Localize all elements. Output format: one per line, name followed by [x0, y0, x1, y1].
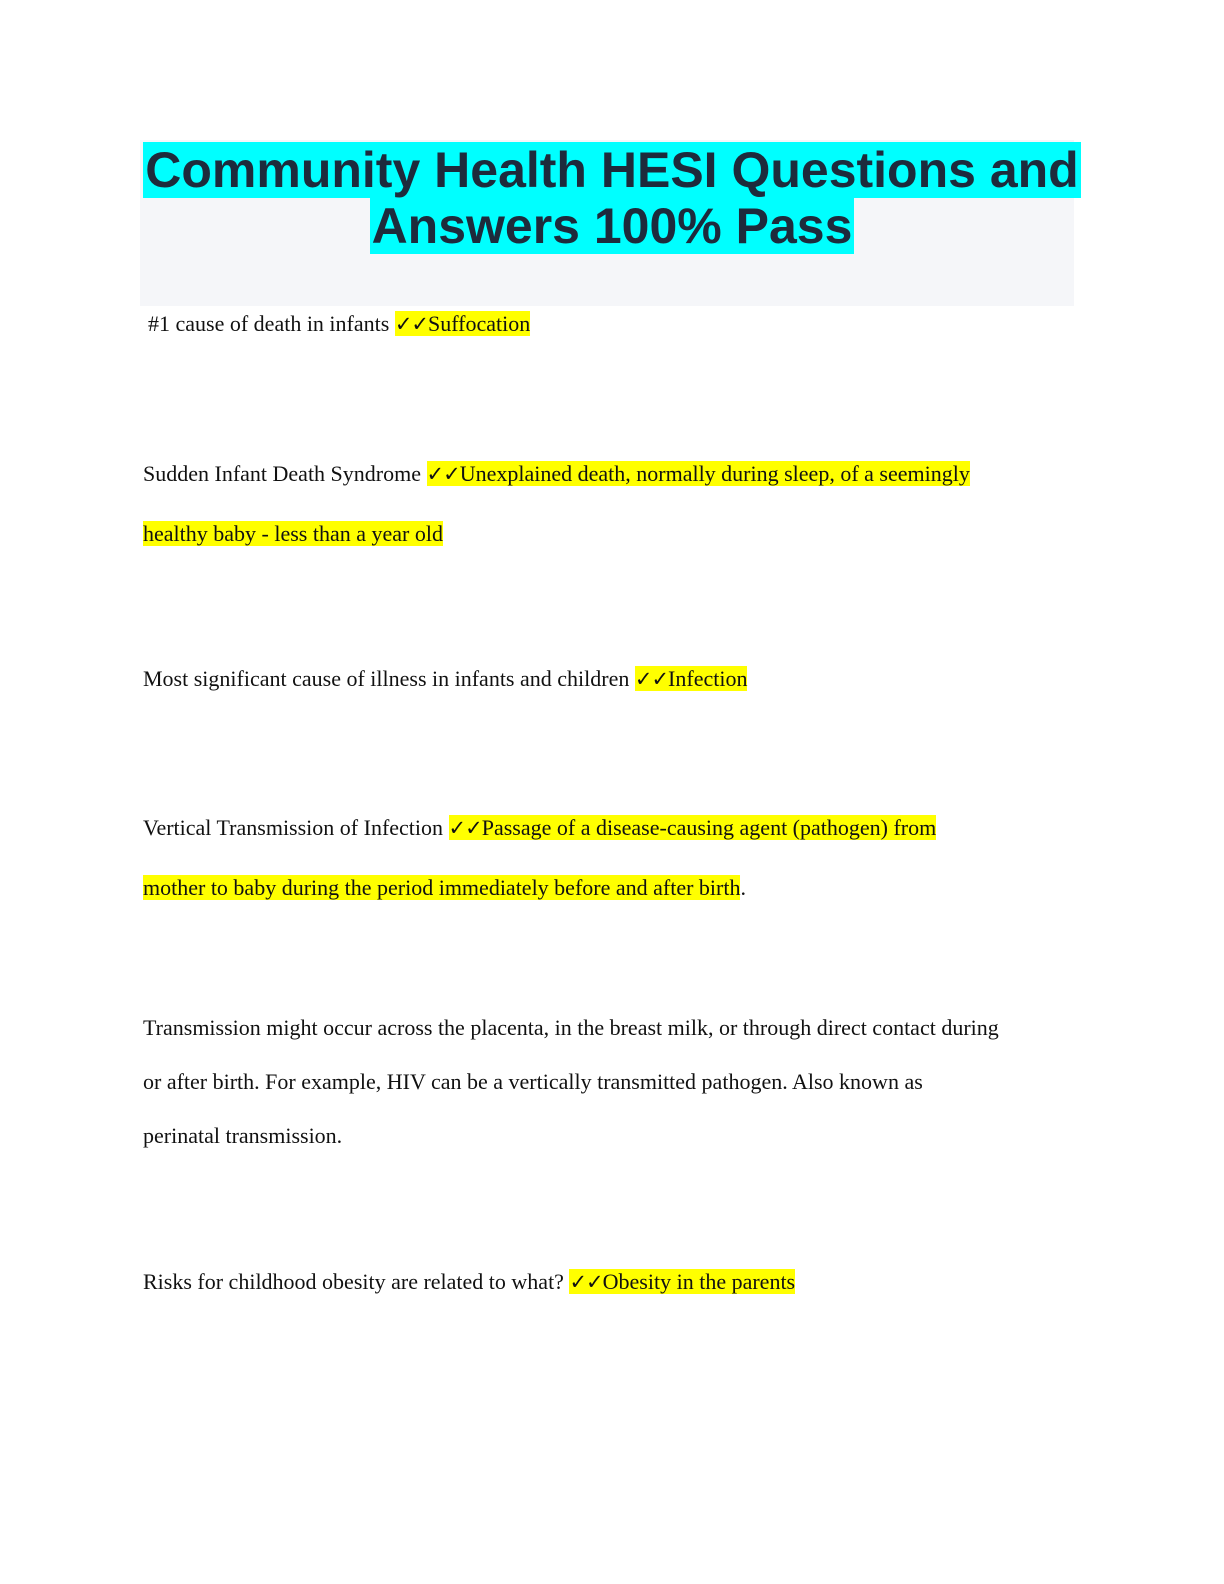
title-line-1: Community Health HESI Questions and — [145, 142, 1079, 198]
double-check-icon: ✓✓ — [634, 667, 669, 691]
question-text: Vertical Transmission of Infection — [143, 815, 444, 840]
document-title — [0, 142, 1224, 254]
explanation-line-3: perinatal transmission. — [143, 1123, 343, 1148]
question-text: Sudden Infant Death Syndrome — [143, 461, 421, 486]
answer-text: Infection — [668, 666, 748, 691]
answer-highlight — [635, 666, 748, 691]
explanation-paragraph — [143, 1001, 1083, 1163]
answer-text: Obesity in the parents — [602, 1269, 796, 1294]
qa-item-2 — [143, 444, 1083, 563]
question-text: Most significant cause of illness in infants and children — [143, 666, 630, 691]
qa-item-1 — [148, 294, 1088, 354]
answer-text-line-2: healthy baby - less than a year old — [143, 521, 443, 546]
answer-highlight — [449, 815, 937, 840]
answer-text-line-1: Unexplained death, normally during sleep, of a seemingly — [459, 461, 970, 486]
qa-item-4 — [143, 798, 1083, 917]
answer-highlight — [395, 311, 530, 336]
trailing-period: . — [740, 875, 746, 900]
qa-item-5 — [143, 1252, 1083, 1312]
explanation-line-2: or after birth. For example, HIV can be a vertically transmitted pathogen. Also known as — [143, 1069, 923, 1094]
qa-item-3 — [143, 649, 1083, 709]
explanation-line-1: Transmission might occur across the placenta, in the breast milk, or through direct contact during — [143, 1015, 999, 1040]
answer-text-line-2: mother to baby during the period immediately before and after birth — [143, 875, 741, 900]
double-check-icon: ✓✓ — [569, 1270, 603, 1294]
question-text: #1 cause of death in infants — [148, 311, 390, 336]
answer-text: Suffocation — [428, 311, 531, 336]
answer-text-line-1: Passage of a disease-causing agent (pathogen) from — [481, 815, 937, 840]
double-check-icon: ✓✓ — [394, 312, 429, 336]
double-check-icon: ✓✓ — [426, 462, 460, 486]
answer-highlight — [569, 1269, 795, 1294]
double-check-icon: ✓✓ — [448, 816, 482, 840]
question-text: Risks for childhood obesity are related to what? — [143, 1269, 564, 1294]
answer-highlight — [427, 461, 970, 486]
title-line-2: Answers 100% Pass — [371, 198, 853, 254]
